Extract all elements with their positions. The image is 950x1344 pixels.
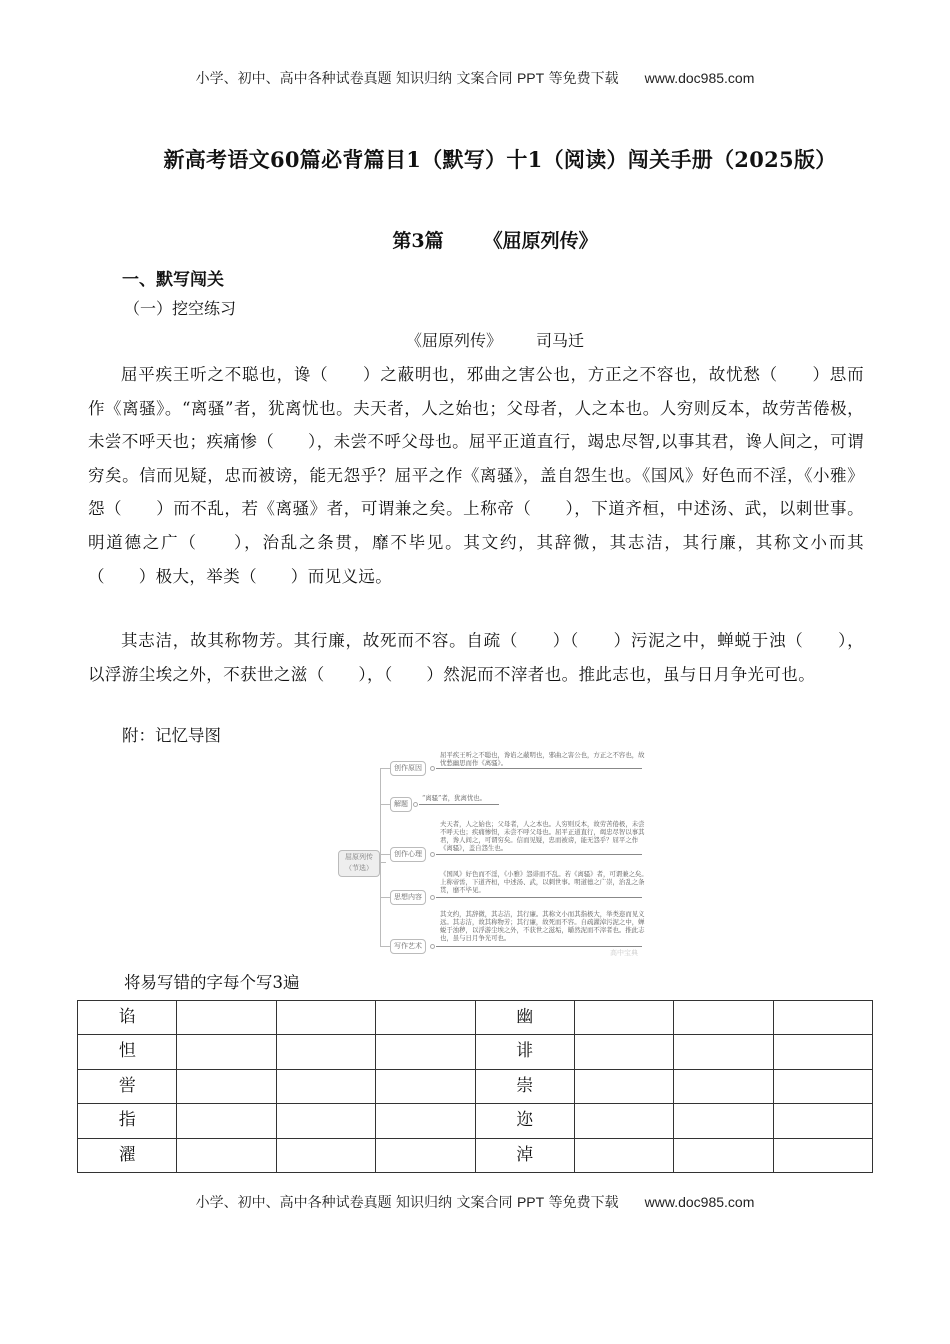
mindmap-branch-label: 创作心理: [390, 847, 426, 862]
write-cell[interactable]: [177, 1104, 276, 1138]
memory-mind-map: [336, 751, 648, 958]
write-cell[interactable]: [574, 1104, 673, 1138]
cloze-paragraph-2: 其志洁，故其称物芳。其行廉，故死而不容。自疏（ ）（ ）污泥之中，蝉蜕于浊（ ），以浮游尘埃之外，不获世之滋（ ），（ ）然泥而不滓者也。推此志也，虽与日月争光可也。: [88, 631, 864, 684]
page-header-promo: [0, 68, 950, 88]
work-author: 司马迁: [536, 331, 585, 350]
write-cell[interactable]: [276, 1001, 375, 1035]
table-row: [78, 1035, 873, 1069]
mindmap-root-line2: （节选）: [345, 864, 373, 872]
write-cell[interactable]: [376, 1069, 475, 1103]
write-cell[interactable]: [674, 1138, 773, 1172]
mindmap-branch-text: 《国风》好色而不淫，《小雅》怨诽而不乱。若《离骚》者，可谓兼之矣。上称帝喾，下道齐桓，中述汤、武，以刺世事。明道德之广崇，治乱之条贯，靡不毕见。: [440, 870, 648, 894]
practice-char: 幽: [475, 1001, 574, 1035]
practice-char: 诽: [475, 1035, 574, 1069]
subsection-heading: （一）挖空练习: [124, 299, 237, 318]
write-cell[interactable]: [276, 1035, 375, 1069]
mindmap-branch-label: 解题: [390, 797, 412, 812]
work-byline: [0, 328, 950, 351]
write-cell[interactable]: [674, 1069, 773, 1103]
write-cell[interactable]: [674, 1035, 773, 1069]
write-cell[interactable]: [574, 1001, 673, 1035]
practice-table-label: 将易写错的字每个写3遍: [124, 973, 300, 992]
cloze-paragraph-1: 屈平疾王听之不聪也，谗（ ）之蔽明也，邪曲之害公也，方正之不容也，故忧愁（ ）思而作《离骚》。“离骚”者，犹离忧也。夫天者，人之始也；父母者，人之本也。人穷则反本，故劳苦倦极，未尝不呼天也；疾痛惨（ ），未尝不呼父母也。屈平正道直行，竭忠尽智,以事其君，谗人间之，可谓穷矣。信而见疑，忠而被谤，能无怨乎？屈平之作《离骚》，盖自怨生也。《国风》好色而不淫，《小雅》怨（ ）而不乱，若《离骚》者，可谓兼之矣。上称帝（ ），下道齐桓，中述汤、武，以刺世事。明道德之广（ ），治乱之条贯，靡不毕见。其文约，其辞微，其志洁，其行廉，其称文小而其（ ）极大，举类（ ）而见义远。: [88, 365, 864, 586]
footer-promo-tail: 等免费下载: [544, 1195, 619, 1211]
document-title: 新高考语文60篇必背篇目1（默写）十1（阅读）闯关手册（2025版）: [163, 147, 837, 172]
write-cell[interactable]: [177, 1069, 276, 1103]
practice-char: 指: [78, 1104, 177, 1138]
write-cell[interactable]: [376, 1035, 475, 1069]
chapter-number: 第3篇: [392, 230, 444, 252]
mindmap-branch-label: 写作艺术: [390, 939, 426, 954]
write-cell[interactable]: [773, 1001, 872, 1035]
write-cell[interactable]: [574, 1035, 673, 1069]
mindmap-root-node: [338, 850, 380, 877]
write-cell[interactable]: [276, 1138, 375, 1172]
mindmap-branch-label: 思想内容: [390, 890, 426, 905]
practice-char: 淖: [475, 1138, 574, 1172]
table-row: [78, 1069, 873, 1103]
write-cell[interactable]: [177, 1035, 276, 1069]
write-cell[interactable]: [773, 1035, 872, 1069]
work-title: 《屈原列传》: [405, 331, 502, 350]
section-heading: 一、默写闯关: [122, 270, 224, 290]
chapter-title: 《屈原列传》: [483, 230, 598, 252]
mindmap-branch-text: 夫天者，人之始也；父母者，人之本也。人穷则反本，故劳苦倦极，未尝不呼天也；疾痛惨怛，未尝不呼父母也。屈平正道直行，竭忠尽智以事其君，谗人间之，可谓穷矣。信而见疑，忠而被谤，能无怨乎？屈平之作《离骚》，盖自怨生也。: [440, 820, 645, 852]
header-promo-tail: 等免费下载: [544, 71, 619, 87]
write-cell[interactable]: [773, 1138, 872, 1172]
write-cell[interactable]: [574, 1069, 673, 1103]
footer-promo-text: 小学、初中、高中各种试卷真题 知识归纳 文案合同: [195, 1195, 517, 1211]
table-row: [78, 1138, 873, 1172]
write-cell[interactable]: [674, 1001, 773, 1035]
header-url-link[interactable]: www.doc985.com: [644, 70, 755, 86]
write-cell[interactable]: [376, 1138, 475, 1172]
practice-char: 谄: [78, 1001, 177, 1035]
practice-char: 濯: [78, 1138, 177, 1172]
write-cell[interactable]: [773, 1069, 872, 1103]
write-cell[interactable]: [674, 1104, 773, 1138]
mindmap-branch-text: 屈平疾王听之不聪也，谗谄之蔽明也，邪曲之害公也，方正之不容也，故忧愁幽思而作《离骚》。: [440, 751, 645, 767]
write-cell[interactable]: [376, 1104, 475, 1138]
mindmap-branch-text: “离骚”者，犹离忧也。: [422, 794, 487, 802]
write-cell[interactable]: [773, 1104, 872, 1138]
practice-char: 怛: [78, 1035, 177, 1069]
write-cell[interactable]: [574, 1138, 673, 1172]
practice-writing-table: [77, 1000, 873, 1173]
mindmap-branch-label: 创作原因: [390, 761, 426, 776]
chapter-heading: [0, 226, 950, 253]
footer-url-link[interactable]: www.doc985.com: [644, 1194, 755, 1210]
practice-char: 喾: [78, 1069, 177, 1103]
practice-char: 崇: [475, 1069, 574, 1103]
footer-ppt: PPT: [516, 1194, 545, 1210]
write-cell[interactable]: [177, 1138, 276, 1172]
table-row: [78, 1104, 873, 1138]
mindmap-root-line1: 屈原列传: [345, 853, 373, 861]
mindmap-branch-text: 其文约，其辞微，其志洁，其行廉。其称文小而其指极大，举类迩而见义远。其志洁，故其称物芳；其行廉，故死而不容。自疏濯淖污泥之中，蝉蜕于浊秽，以浮游尘埃之外，不获世之滋垢，皭然泥而不滓者也。推此志也，虽与日月争光可也。: [440, 910, 645, 942]
attachment-label: 附：记忆导图: [122, 726, 221, 745]
page-footer-promo: [0, 1192, 950, 1212]
table-row: [78, 1001, 873, 1035]
header-promo-text: 小学、初中、高中各种试卷真题 知识归纳 文案合同: [195, 71, 517, 87]
write-cell[interactable]: [276, 1104, 375, 1138]
mindmap-watermark: 高中宝典: [610, 949, 638, 957]
write-cell[interactable]: [177, 1001, 276, 1035]
practice-char: 迩: [475, 1104, 574, 1138]
write-cell[interactable]: [376, 1001, 475, 1035]
write-cell[interactable]: [276, 1069, 375, 1103]
header-ppt: PPT: [516, 70, 545, 86]
